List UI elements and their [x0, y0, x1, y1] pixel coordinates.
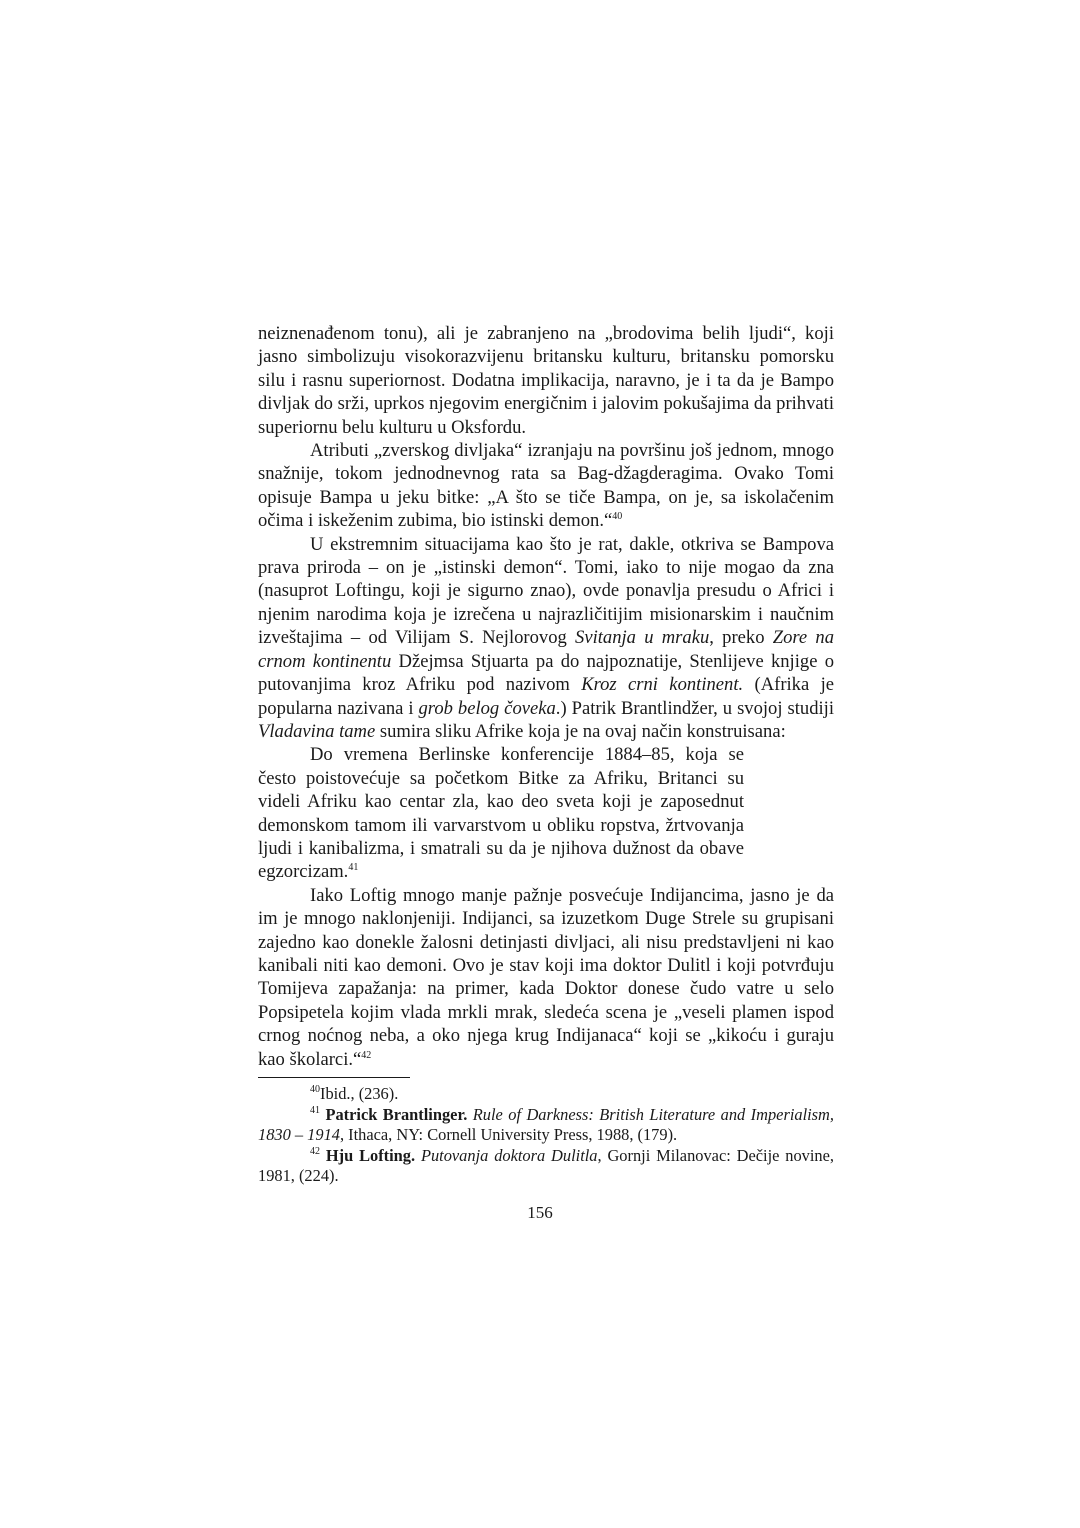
page-number: 156 — [527, 1203, 553, 1222]
footnote: $^{41}$ Patrick Brantlinger. Rule of Darkness: British Literature and Imperialism, 1830 – 1914, Ithaca, NY: Cornell University Press, 1988, (179). — [258, 1104, 834, 1145]
footnote-ref: 40 — [612, 511, 623, 523]
book-title: Svitanja u mraku — [575, 627, 710, 649]
paragraph: U ekstremnim situacijama kao što je rat, dakle, otkriva se Bampova prava priroda – on je „istinski demon“. Tomi, iako to nije mogao da zna (nasuprot Loftingu, koji je sigurno znao), ovde ponavlja presudu o Africi i njenim narodima koja je izrečena u najrazličitijim misionarskim i naučnim izveštajima – od Vilijam S. Nejlorovog Svitanja u mraku, preko Zore na crnom kontinentu Džejmsa Stjuarta pa do najpoznatije, Stenlijeve knjige o putovanjima kroz Afriku pod nazivom Kroz crni kontinent. (Afrika je popularna nazivana i grob belog čoveka.) Patrik Brantlindžer, u svojoj studiji Vladavina tame sumira sliku Afrike koja je na ovaj način konstruisana: — [258, 533, 835, 742]
footnotes — [258, 1084, 834, 1187]
footnote-divider — [258, 1077, 410, 1078]
footnote-ref: 42 — [361, 1049, 372, 1061]
footnote: $^{40}$Ibid., (236). — [310, 1084, 399, 1103]
book-title: Zore na crnom kontinentu — [258, 627, 835, 672]
paragraph: Iako Loftig mnogo manje pažnje posvećuje Indijancima, jasno je da im je mnogo naklonjeniji. Indijanci, sa izuzetkom Duge Strele su grupisani zajedno kao donekle žalosni detinjasti divljaci, ali nisu predstavljeni ni kao kanibali niti kao demoni. Ovo je stav koji ima doktor Dulitl i koji potvrđuju Tomijeva zapažanja: na primer, kada Doktor donese čudo vatre u selo Popsipetela kojim vlada mrkli mrak, sledeća scena je „veseli plamen ispod crnog noćnog neba, a oko njega krug Indijanaca“ koji se „kikoću i guraju kao školarci.“$^{42}$ — [258, 884, 834, 1070]
block-quote: Do vremena Berlinske konferencije 1884–85, koja se često poistovećuje sa početkom Bitke za Afriku, Britanci su videli Afriku kao centar zla, kao deo sveta koji je zaposednut demonskom tamom ili varvarstvom u obliku ropstva, žrtvovanja ljudi i kanibalizma, i smatrali su da je njihova dužnost da obave egzorcizam.$^{41}$ — [258, 744, 744, 883]
footnote: $^{42}$ Hju Lofting. Putovanja doktora Dulitla, Gornji Milanovac: Dečije novine, 1981, (224). — [258, 1145, 834, 1186]
paragraph: Atributi „zverskog divljaka“ izranjaju na površinu još jednom, mnogo snažnije, tokom jednodnevnog rata sa Bag-džagderagima. Ovako Tomi opisuje Bampa u jeku bitke: „A što se tiče Bampa, on je, sa iskolačenim očima i iskeženim zubima, bio istinski demon.“$^{40}$ — [258, 440, 834, 532]
book-title: grob belog čoveka — [418, 697, 556, 719]
book-title: Kroz crni kontinent. — [581, 674, 744, 696]
footnote-ref: 41 — [348, 862, 359, 874]
book-title: Vladavina tame — [258, 720, 376, 742]
paragraph: neiznenađenom tonu), ali je zabranjeno na „brodovima belih ljudi“, koji jasno simbolizuju visokorazvijenu britansku kulturu, britansku pomorsku silu i rasnu superiornost. Dodatna implikacija, naravno, je i ta da je Bampo divljak do srži, uprkos njegovim energičnim i jalovim pokušajima da prihvati superiornu belu kulturu u Oksfordu. — [258, 323, 834, 438]
main-text — [258, 322, 834, 1071]
